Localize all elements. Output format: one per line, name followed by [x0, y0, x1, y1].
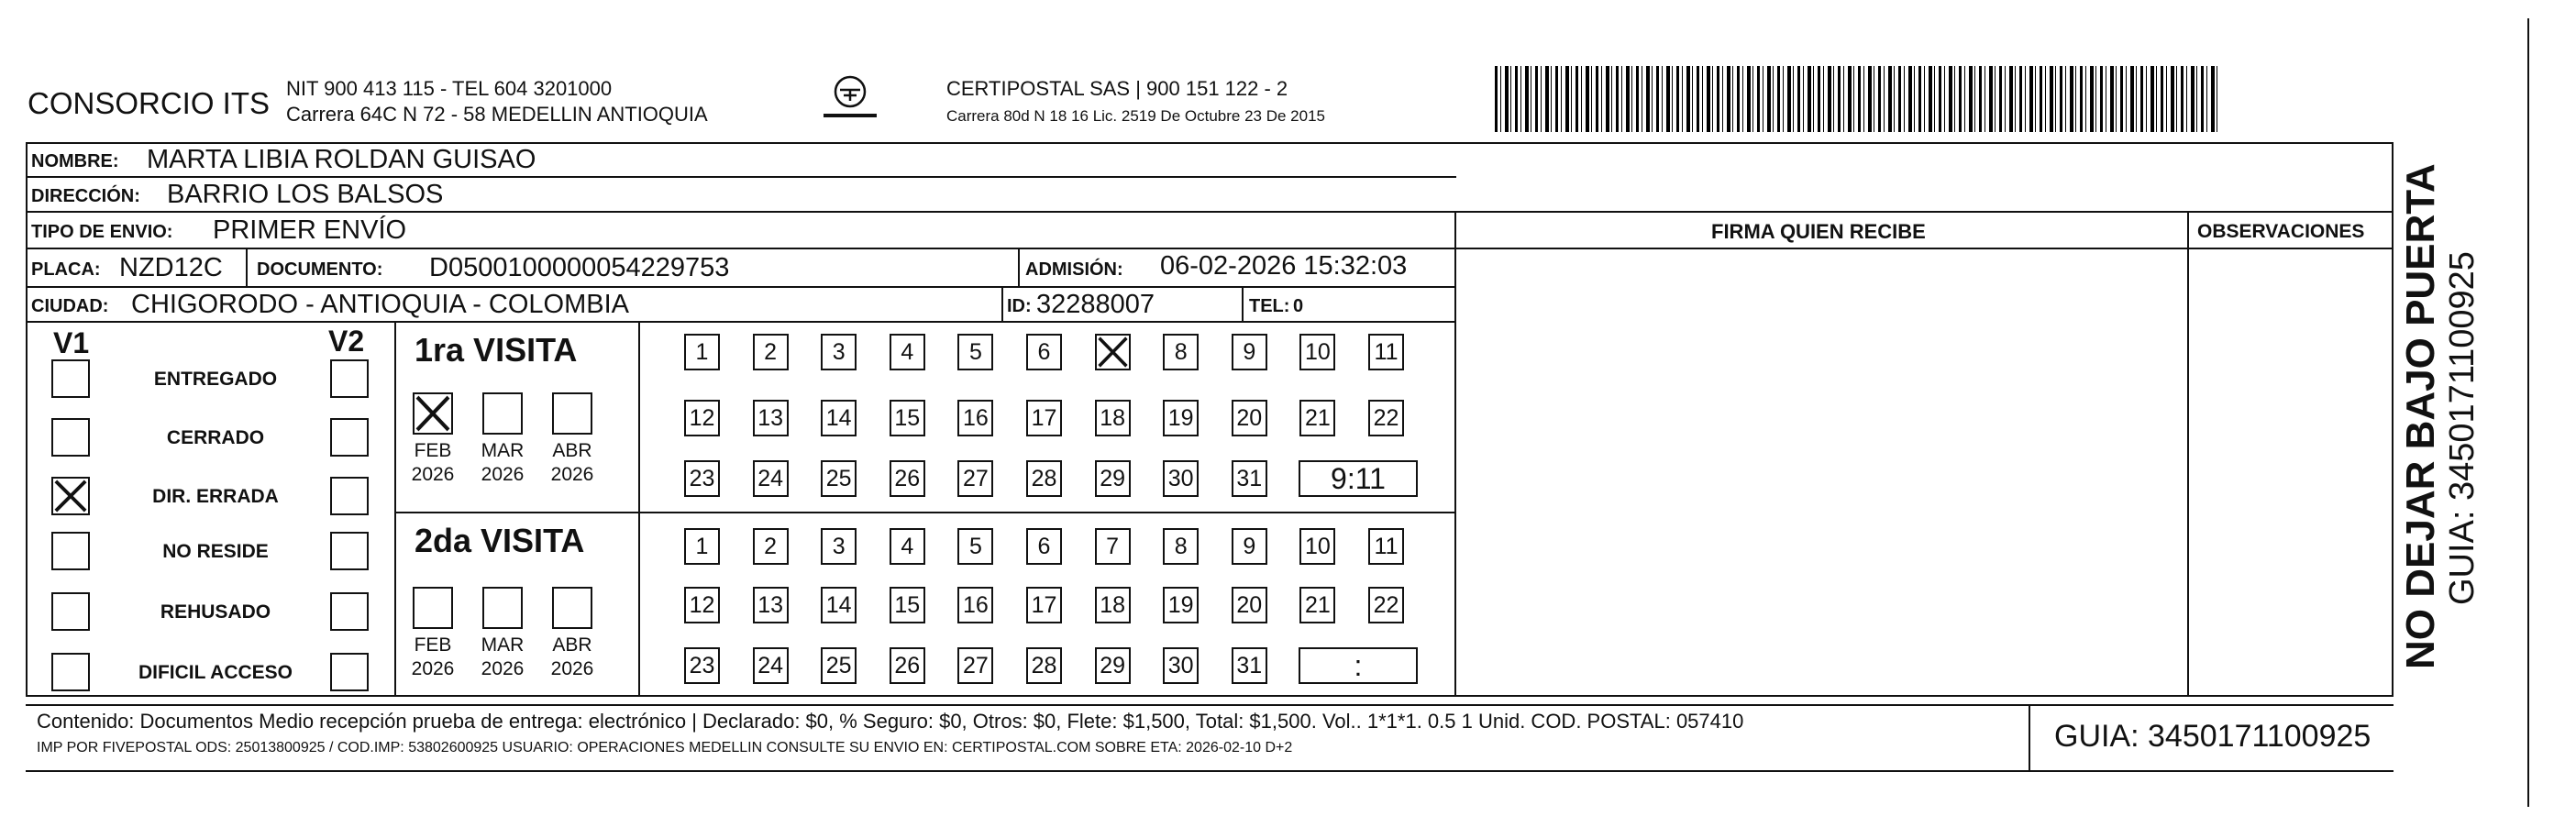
visit1-day-box[interactable]: 23: [684, 460, 720, 497]
direccion-value: BARRIO LOS BALSOS: [167, 180, 444, 209]
visit1-month-checkbox[interactable]: [482, 392, 523, 435]
visit2-day-box[interactable]: 22: [1368, 587, 1404, 623]
v2-label: V2: [328, 325, 365, 358]
visit2-day-box[interactable]: 12: [684, 587, 720, 623]
visit2-day-box[interactable]: 31: [1232, 647, 1267, 684]
placa-value: NZD12C: [119, 253, 223, 282]
nombre-value: MARTA LIBIA ROLDAN GUISAO: [147, 145, 536, 174]
status-option-label: DIFICIL ACCESO: [138, 662, 293, 683]
visit1-month-label: FEB: [414, 440, 452, 461]
visit1-year-label: 2026: [481, 464, 525, 485]
footer-imp: IMP POR FIVEPOSTAL ODS: 25013800925 / COD.IMP: 53802600925 USUARIO: OPERACIONES MEDELLIN CONSULTE SU ENVIO EN: CERTIPOSTAL.COM SOBRE ETA: 2026-02-10 D+2: [37, 740, 1293, 755]
visit2-day-box[interactable]: 8: [1163, 528, 1199, 565]
ciudad-value: CHIGORODO - ANTIOQUIA - COLOMBIA: [131, 290, 629, 319]
visit1-day-box[interactable]: 30: [1163, 460, 1199, 497]
visit2-day-box[interactable]: 1: [684, 528, 720, 565]
carrier-address: Carrera 80d N 18 16 Lic. 2519 De Octubre 23 De 2015: [946, 107, 1325, 125]
visit2-month-label: FEB: [414, 634, 452, 656]
tipo-value: PRIMER ENVÍO: [213, 215, 407, 245]
visit1-day-box[interactable]: 4: [890, 334, 925, 370]
visit1-day-box[interactable]: [1095, 334, 1131, 370]
placa-label: PLACA:: [31, 259, 101, 280]
visit1-day-box[interactable]: 25: [821, 460, 857, 497]
documento-label: DOCUMENTO:: [257, 259, 383, 280]
visit2-title: 2da VISITA: [415, 522, 585, 559]
observaciones-label: OBSERVACIONES: [2197, 221, 2365, 242]
v1-checkbox[interactable]: [51, 418, 90, 457]
status-option-label: ENTREGADO: [153, 369, 278, 390]
visit1-day-box[interactable]: 17: [1026, 400, 1062, 436]
visit1-day-box[interactable]: 26: [890, 460, 925, 497]
visit2-day-box[interactable]: 11: [1368, 528, 1404, 565]
v2-checkbox[interactable]: [330, 418, 369, 457]
id-value: 32288007: [1036, 290, 1155, 319]
visit1-month-label: MAR: [481, 440, 525, 461]
visit1-day-box[interactable]: 1: [684, 334, 720, 370]
v2-checkbox[interactable]: [330, 532, 369, 570]
direccion-label: DIRECCIÓN:: [31, 186, 140, 206]
tel-label: TEL:: [1249, 296, 1290, 316]
visit1-day-box[interactable]: 5: [957, 334, 993, 370]
visit1-day-box[interactable]: 18: [1095, 400, 1131, 436]
visit2-day-box[interactable]: 13: [753, 587, 789, 623]
visit2-day-box[interactable]: 27: [957, 647, 993, 684]
visit1-day-box[interactable]: 12: [684, 400, 720, 436]
visit1-day-box[interactable]: 27: [957, 460, 993, 497]
visit2-day-box[interactable]: 5: [957, 528, 993, 565]
nombre-label: NOMBRE:: [31, 151, 119, 171]
firma-label: FIRMA QUIEN RECIBE: [1711, 220, 1926, 243]
status-option-label: DIR. ERRADA: [152, 486, 279, 507]
ciudad-label: CIUDAD:: [31, 296, 109, 316]
v2-checkbox[interactable]: [330, 359, 369, 398]
v1-checkbox[interactable]: [51, 592, 90, 631]
v2-checkbox[interactable]: [330, 477, 369, 515]
visit2-day-box[interactable]: 9: [1232, 528, 1267, 565]
visit2-day-box[interactable]: 7: [1095, 528, 1131, 565]
visit1-day-box[interactable]: 6: [1026, 334, 1062, 370]
visit1-day-box[interactable]: 2: [753, 334, 789, 370]
certipostal-logo: [818, 72, 882, 127]
visit1-day-box[interactable]: 31: [1232, 460, 1267, 497]
admision-value: 06-02-2026 15:32:03: [1160, 251, 1408, 281]
visit2-day-box[interactable]: 16: [957, 587, 993, 623]
footer-contenido: Contenido: Documentos Medio recepción prueba de entrega: electrónico | Declarado: $0, % Seguro: $0, Otros: $0, Flete: $1,500, Total: $1,500. Vol.. 1*1*1. 0.5 1 Unid. COD. POSTAL: 057410: [37, 710, 1744, 733]
carrier-name: CERTIPOSTAL SAS | 900 151 122 - 2: [946, 77, 1288, 100]
visit2-month-label: MAR: [481, 634, 525, 656]
visit1-day-box[interactable]: 14: [821, 400, 857, 436]
visit1-title: 1ra VISITA: [415, 331, 578, 369]
barcode: [1495, 66, 2219, 132]
visit2-month-checkbox[interactable]: [413, 587, 453, 629]
visit2-month-checkbox[interactable]: [482, 587, 523, 629]
company-address: Carrera 64C N 72 - 58 MEDELLIN ANTIOQUIA: [286, 103, 708, 126]
visit2-day-box[interactable]: 17: [1026, 587, 1062, 623]
visit2-day-box[interactable]: 4: [890, 528, 925, 565]
visit2-year-label: 2026: [481, 658, 525, 679]
visit2-day-box[interactable]: 24: [753, 647, 789, 684]
visit1-day-box[interactable]: 11: [1368, 334, 1404, 370]
v2-checkbox[interactable]: [330, 592, 369, 631]
visit1-year-label: 2026: [411, 464, 455, 485]
right-border: [2527, 18, 2529, 807]
visit1-day-box[interactable]: 13: [753, 400, 789, 436]
v1-checkbox[interactable]: [51, 653, 90, 691]
visit2-day-box[interactable]: 29: [1095, 647, 1131, 684]
visit1-month-label: ABR: [552, 440, 592, 461]
visit1-day-box[interactable]: 15: [890, 400, 925, 436]
visit2-day-box[interactable]: 2: [753, 528, 789, 565]
visit2-day-box[interactable]: 20: [1232, 587, 1267, 623]
visit1-day-box[interactable]: 9: [1232, 334, 1267, 370]
visit2-day-box[interactable]: 18: [1095, 587, 1131, 623]
visit1-day-box[interactable]: 21: [1299, 400, 1335, 436]
footer-guia: GUIA: 3450171100925: [2054, 719, 2371, 754]
visit1-day-box[interactable]: 20: [1232, 400, 1267, 436]
visit1-day-box[interactable]: 29: [1095, 460, 1131, 497]
v1-checkbox[interactable]: [51, 532, 90, 570]
v2-checkbox[interactable]: [330, 653, 369, 691]
visit1-day-box[interactable]: 8: [1163, 334, 1199, 370]
visit2-day-box[interactable]: 26: [890, 647, 925, 684]
visit2-day-box[interactable]: 30: [1163, 647, 1199, 684]
visit1-day-box[interactable]: 3: [821, 334, 857, 370]
admision-label: ADMISIÓN:: [1025, 259, 1123, 280]
visit2-day-box[interactable]: 19: [1163, 587, 1199, 623]
visit2-day-box[interactable]: 15: [890, 587, 925, 623]
visit2-time-box[interactable]: :: [1299, 647, 1418, 684]
v1-label: V1: [53, 326, 90, 359]
visit1-day-box[interactable]: 19: [1163, 400, 1199, 436]
visit2-day-box[interactable]: 25: [821, 647, 857, 684]
visit1-day-box[interactable]: 24: [753, 460, 789, 497]
visit2-day-box[interactable]: 3: [821, 528, 857, 565]
tipo-label: TIPO DE ENVIO:: [31, 222, 173, 242]
visit1-day-box[interactable]: 16: [957, 400, 993, 436]
tel-value: 0: [1293, 296, 1304, 316]
side-warning: NO DEJAR BAJO PUERTA: [2398, 163, 2443, 669]
visit2-day-box[interactable]: 23: [684, 647, 720, 684]
side-guia: GUIA: 3450171100925: [2443, 251, 2482, 605]
visit2-month-checkbox[interactable]: [552, 587, 592, 629]
v1-checkbox[interactable]: [51, 359, 90, 398]
status-option-label: NO RESIDE: [162, 541, 269, 562]
visit2-day-box[interactable]: 28: [1026, 647, 1062, 684]
v1-checkbox[interactable]: [51, 477, 90, 515]
visit1-time-box[interactable]: 9:11: [1299, 460, 1418, 497]
visit1-day-box[interactable]: 10: [1299, 334, 1335, 370]
visit1-day-box[interactable]: 28: [1026, 460, 1062, 497]
documento-value: D0500100000054229753: [429, 253, 730, 282]
id-label: ID:: [1007, 296, 1032, 316]
visit2-day-box[interactable]: 10: [1299, 528, 1335, 565]
visit1-day-box[interactable]: 22: [1368, 400, 1404, 436]
visit2-month-label: ABR: [552, 634, 592, 656]
visit1-year-label: 2026: [550, 464, 594, 485]
visit1-month-checkbox[interactable]: [413, 392, 453, 435]
visit2-day-box[interactable]: 6: [1026, 528, 1062, 565]
company-nit: NIT 900 413 115 - TEL 604 3201000: [286, 77, 613, 100]
company-name: CONSORCIO ITS: [28, 86, 271, 120]
visit2-year-label: 2026: [550, 658, 594, 679]
status-option-label: REHUSADO: [160, 601, 271, 623]
visit2-day-box[interactable]: 14: [821, 587, 857, 623]
visit2-day-box[interactable]: 21: [1299, 587, 1335, 623]
status-option-label: CERRADO: [166, 427, 265, 448]
visit1-month-checkbox[interactable]: [552, 392, 592, 435]
visit2-year-label: 2026: [411, 658, 455, 679]
